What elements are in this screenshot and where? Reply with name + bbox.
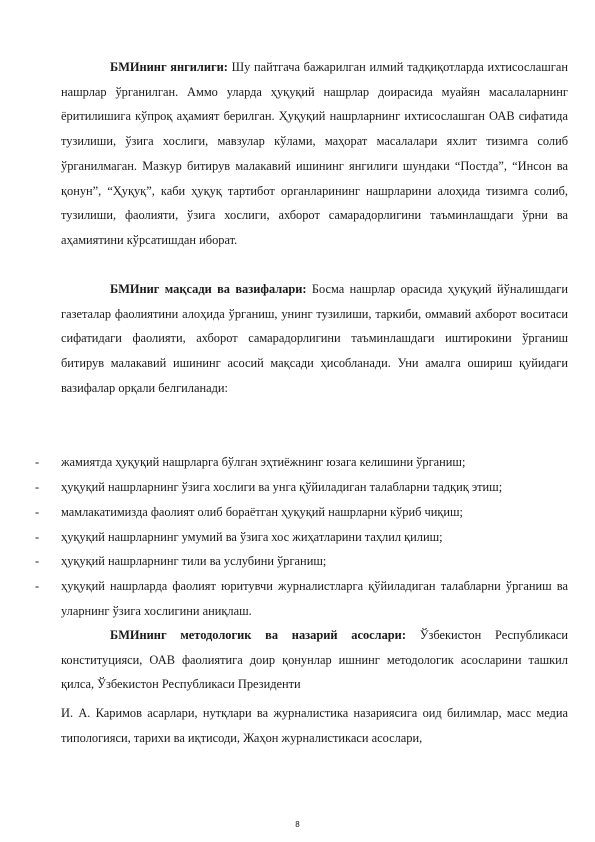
task-text: ҳуқуқий нашрларнинг ўзига хослиги ва унга қўйиладиган талабларни тадқиқ этиш; bbox=[61, 480, 503, 494]
task-list-item bbox=[35, 475, 568, 500]
task-list-item bbox=[35, 574, 568, 623]
task-list-item bbox=[35, 500, 568, 525]
continuation-paragraph bbox=[61, 701, 568, 750]
dash-marker: - bbox=[35, 579, 40, 593]
task-text: ҳуқуқий нашрларнинг умумий ва ўзига хос жиҳатларини таҳлил қилиш; bbox=[61, 530, 443, 544]
task-text: мамлакатимизда фаолият олиб бораётган ҳуқуқий нашрларни кўриб чиқиш; bbox=[61, 505, 463, 519]
goals-paragraph bbox=[61, 277, 568, 401]
dash-marker: - bbox=[35, 505, 40, 519]
goals-text: Босма нашрлар орасида ҳуқуқий йўналишдаги газеталар фаолиятини алоҳида ўрганиш, унинг тузилиши, таркиби, оммавий ахборот воситаси сифатидаги фаолияти, ахборот самарадорлигини таъминлашдаги иштирокини ўрганиш битирув малакавий ишининг асосий мақсади ҳисобланади. Уни амалга ошириш қуйидаги вазифалар орқали белгиланади: bbox=[61, 282, 568, 395]
continuation-text: И. А. Каримов асарлари, нутқлари ва журналистика назариясига оид билимлар, масс медиа типологияси, тарихи ва иқтисоди, Жаҳон журналистикаси асослари, bbox=[61, 706, 568, 745]
task-text: жамиятда ҳуқуқий нашрларга бўлган эҳтиёжнинг юзага келишини ўрганиш; bbox=[61, 455, 466, 469]
goals-heading: БМИниг мақсади ва вазифалари: bbox=[110, 282, 307, 296]
dash-marker: - bbox=[35, 455, 40, 469]
novelty-heading: БМИнинг янгилиги: bbox=[110, 60, 228, 74]
task-list-item bbox=[35, 450, 568, 475]
dash-marker: - bbox=[35, 530, 40, 544]
task-text: ҳуқуқий нашрларда фаолият юритувчи журналистларга қўйиладиган талабларни ўрганиш ва уларнинг ўзига хослигини аниқлаш. bbox=[61, 579, 568, 618]
methodology-heading: БМИнинг методологик ва назарий асослари: bbox=[110, 628, 406, 642]
dash-marker: - bbox=[35, 480, 40, 494]
task-text: ҳуқуқий нашрларнинг тили ва услубини ўрганиш; bbox=[61, 554, 327, 568]
novelty-text: Шу пайтгача бажарилган илмий тадқиқотларда ихтисослашган нашрлар ўрганилган. Аммо уларда ҳуқуқий нашрлар доирасида муайян масалаларнинг ёритилишига кўпроқ аҳамият берилган. Ҳуқуқий нашрларнинг ихтисослашган ОАВ сифатида тузилиши, ўзига хослиги, мавзулар кўлами, маҳорат масалалари яхлит тизимга солиб ўрганилмаган. Мазкур битирув малакавий ишининг янгилиги шундаки “Постда”, “Инсон ва қонун”, “Ҳуқуқ”, каби ҳуқуқ тартибот органларининг нашрларини алоҳида тизимга солиб, тузилиши, фаолияти, ўзига хослиги, ахборот самарадорлигини таъминлашдаги ўрни ва аҳамиятини кўрсатишдан иборат. bbox=[61, 60, 568, 247]
novelty-paragraph bbox=[61, 55, 568, 253]
task-list-item bbox=[35, 525, 568, 550]
dash-marker: - bbox=[35, 554, 40, 568]
page-number: 8 bbox=[295, 820, 300, 829]
task-list-item bbox=[35, 549, 568, 574]
methodology-paragraph bbox=[61, 623, 568, 697]
methodology-text: Ўзбекистон Республикаси конституцияси, ОАВ фаолиятига доир қонунлар ишнинг методологик асосларини ташкил қилса, Ўзбекистон Республикаси Президенти bbox=[61, 628, 568, 692]
